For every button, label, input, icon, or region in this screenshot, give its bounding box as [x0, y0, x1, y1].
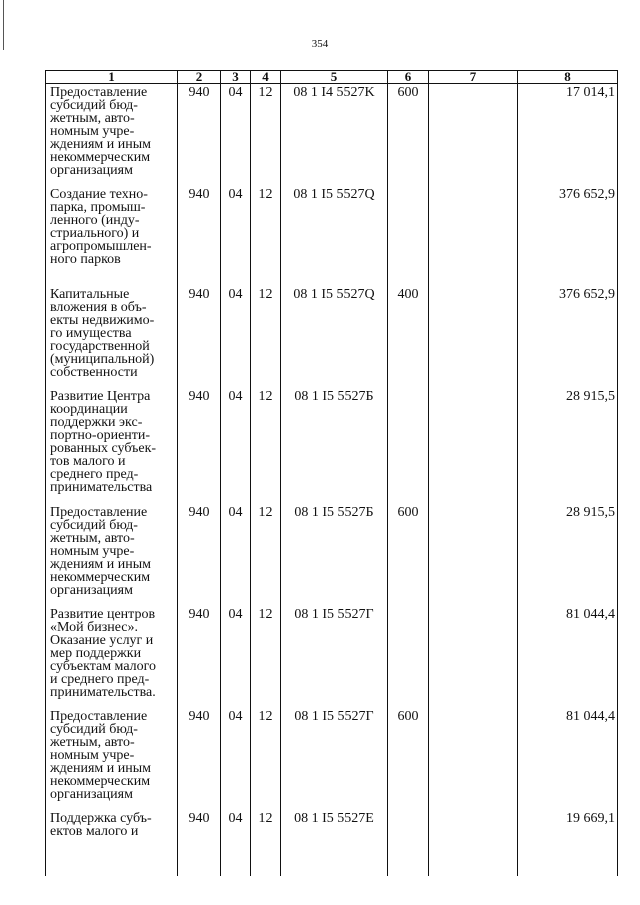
row-col7 — [429, 606, 518, 708]
header-col-3: 3 — [221, 71, 251, 84]
row-col7 — [429, 84, 518, 186]
row-name-text: Развитие центров «Мой бизнес». Оказание услуг и мер поддержки субъектам малого и среднего пред- принимательства. — [50, 606, 157, 700]
row-amount: 81 044,4 — [518, 708, 618, 810]
row-target-article: 08 1 I4 5527K — [281, 84, 388, 186]
row-section-code: 04 — [221, 810, 251, 876]
row-ministry-code: 940 — [178, 606, 221, 708]
row-amount: 28 915,5 — [518, 388, 618, 504]
row-amount: 376 652,9 — [518, 286, 618, 388]
row-col7 — [429, 286, 518, 388]
table-row — [46, 286, 618, 388]
row-target-article: 08 1 I5 5527Г — [281, 606, 388, 708]
row-name — [46, 186, 178, 286]
header-col-2: 2 — [178, 71, 221, 84]
header-col-6: 6 — [388, 71, 429, 84]
row-name-text: Развитие Центра координации поддержки экс- портно-ориенти- рованных субъек- тов малого и среднего пред- принимательства — [50, 388, 157, 495]
row-name-text: Предоставление субсидий бюд- жетным, авто- номным учре- ждениям и иным некоммерческим организациям — [50, 504, 152, 598]
row-ministry-code: 940 — [178, 810, 221, 876]
row-subsection-code: 12 — [251, 84, 281, 186]
table-row — [46, 186, 618, 286]
row-target-article: 08 1 I5 5527Б — [281, 388, 388, 504]
table-row — [46, 606, 618, 708]
row-name — [46, 606, 178, 708]
row-name — [46, 84, 178, 186]
header-row — [46, 71, 618, 84]
row-section-code: 04 — [221, 606, 251, 708]
row-expense-type — [388, 810, 429, 876]
table-row — [46, 504, 618, 606]
row-expense-type: 600 — [388, 84, 429, 186]
row-subsection-code: 12 — [251, 606, 281, 708]
row-expense-type: 400 — [388, 286, 429, 388]
row-amount: 19 669,1 — [518, 810, 618, 876]
row-subsection-code: 12 — [251, 504, 281, 606]
row-name-text: Предоставление субсидий бюд- жетным, авто- номным учре- ждениям и иным некоммерческим организациям — [50, 708, 152, 802]
row-target-article: 08 1 I5 5527Q — [281, 286, 388, 388]
row-amount: 81 044,4 — [518, 606, 618, 708]
header-col-4: 4 — [251, 71, 281, 84]
row-section-code: 04 — [221, 286, 251, 388]
row-col7 — [429, 810, 518, 876]
row-section-code: 04 — [221, 388, 251, 504]
table-row — [46, 708, 618, 810]
row-section-code: 04 — [221, 84, 251, 186]
row-name-text: Поддержка субъ- ектов малого и — [50, 810, 152, 839]
budget-table — [45, 70, 618, 876]
row-name — [46, 388, 178, 504]
row-target-article: 08 1 I5 5527Б — [281, 504, 388, 606]
header-col-1: 1 — [46, 71, 178, 84]
row-name-text: Предоставление субсидий бюд- жетным, авто- номным учре- ждениям и иным некоммерческим организациям — [50, 85, 152, 178]
row-subsection-code: 12 — [251, 708, 281, 810]
row-target-article: 08 1 I5 5527Q — [281, 186, 388, 286]
row-col7 — [429, 708, 518, 810]
row-amount: 17 014,1 — [518, 84, 618, 186]
row-name-text: Создание техно- парка, промыш- ленного (инду- стриального) и агропромышлен- ного парков — [50, 186, 152, 267]
row-ministry-code: 940 — [178, 504, 221, 606]
row-subsection-code: 12 — [251, 810, 281, 876]
row-section-code: 04 — [221, 504, 251, 606]
row-ministry-code: 940 — [178, 708, 221, 810]
row-ministry-code: 940 — [178, 388, 221, 504]
row-expense-type — [388, 606, 429, 708]
row-subsection-code: 12 — [251, 388, 281, 504]
row-name — [46, 708, 178, 810]
row-col7 — [429, 504, 518, 606]
row-expense-type — [388, 186, 429, 286]
header-col-8: 8 — [518, 71, 618, 84]
row-expense-type: 600 — [388, 708, 429, 810]
page-number: 354 — [311, 38, 329, 50]
row-col7 — [429, 388, 518, 504]
row-col7 — [429, 186, 518, 286]
row-name — [46, 504, 178, 606]
row-ministry-code: 940 — [178, 84, 221, 186]
row-expense-type: 600 — [388, 504, 429, 606]
row-ministry-code: 940 — [178, 186, 221, 286]
row-expense-type — [388, 388, 429, 504]
table-row — [46, 810, 618, 876]
row-section-code: 04 — [221, 186, 251, 286]
table-row — [46, 84, 618, 186]
row-amount: 28 915,5 — [518, 504, 618, 606]
row-name — [46, 286, 178, 388]
row-target-article: 08 1 I5 5527E — [281, 810, 388, 876]
header-col-7: 7 — [429, 71, 518, 84]
row-section-code: 04 — [221, 708, 251, 810]
row-name — [46, 810, 178, 876]
table-row — [46, 388, 618, 504]
row-subsection-code: 12 — [251, 286, 281, 388]
header-col-5: 5 — [281, 71, 388, 84]
row-subsection-code: 12 — [251, 186, 281, 286]
row-amount: 376 652,9 — [518, 186, 618, 286]
row-ministry-code: 940 — [178, 286, 221, 388]
row-target-article: 08 1 I5 5527Г — [281, 708, 388, 810]
row-name-text: Капитальные вложения в объ- екты недвижимо- го имущества государственной (муниципальной) собственности — [50, 286, 155, 380]
